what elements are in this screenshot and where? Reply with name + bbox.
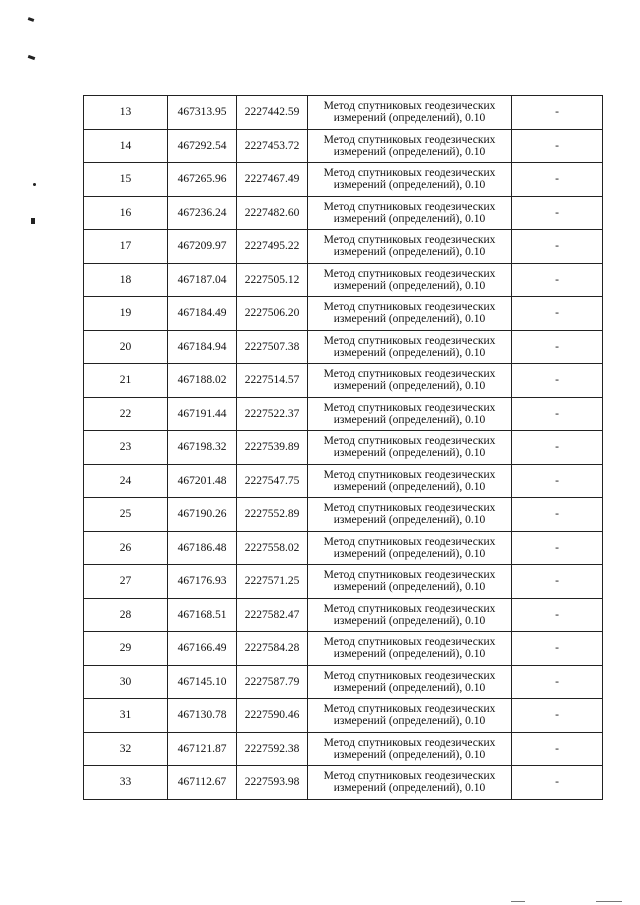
method-line-2: измерений (определений), 0.10 bbox=[333, 614, 486, 627]
table-row bbox=[84, 297, 603, 331]
coordinate-x: 467236.24 bbox=[168, 196, 237, 230]
determination-method bbox=[308, 330, 512, 364]
table-row bbox=[84, 766, 603, 800]
point-number: 17 bbox=[84, 230, 168, 264]
method-line-1: Метод спутниковых геодезических bbox=[323, 602, 496, 615]
determination-method bbox=[308, 699, 512, 733]
coordinate-x: 467121.87 bbox=[168, 732, 237, 766]
method-line-1: Метод спутниковых геодезических bbox=[323, 736, 496, 749]
point-number: 21 bbox=[84, 364, 168, 398]
note-cell: - bbox=[512, 732, 603, 766]
coordinate-y: 2227582.47 bbox=[237, 598, 308, 632]
table-row bbox=[84, 230, 603, 264]
coordinate-y: 2227558.02 bbox=[237, 531, 308, 565]
coordinate-x: 467198.32 bbox=[168, 431, 237, 465]
point-number: 16 bbox=[84, 196, 168, 230]
coordinates-table bbox=[83, 95, 603, 800]
scan-mark bbox=[33, 183, 36, 186]
point-number: 14 bbox=[84, 129, 168, 163]
coordinate-x: 467184.49 bbox=[168, 297, 237, 331]
coordinate-y: 2227547.75 bbox=[237, 464, 308, 498]
point-number: 24 bbox=[84, 464, 168, 498]
note-cell: - bbox=[512, 129, 603, 163]
coordinate-y: 2227482.60 bbox=[237, 196, 308, 230]
note-cell: - bbox=[512, 665, 603, 699]
table-row bbox=[84, 129, 603, 163]
point-number: 25 bbox=[84, 498, 168, 532]
coordinate-x: 467186.48 bbox=[168, 531, 237, 565]
coordinate-y: 2227539.89 bbox=[237, 431, 308, 465]
scan-mark bbox=[596, 901, 622, 902]
method-line-2: измерений (определений), 0.10 bbox=[333, 212, 486, 225]
determination-method bbox=[308, 565, 512, 599]
table-row bbox=[84, 431, 603, 465]
coordinate-x: 467292.54 bbox=[168, 129, 237, 163]
determination-method bbox=[308, 96, 512, 130]
table-row bbox=[84, 632, 603, 666]
determination-method bbox=[308, 263, 512, 297]
method-line-1: Метод спутниковых геодезических bbox=[323, 368, 496, 381]
method-line-2: измерений (определений), 0.10 bbox=[333, 346, 486, 359]
method-line-1: Метод спутниковых геодезических bbox=[323, 167, 496, 180]
table-row bbox=[84, 96, 603, 130]
method-line-1: Метод спутниковых геодезических bbox=[323, 636, 496, 649]
table-row bbox=[84, 565, 603, 599]
coordinate-y: 2227514.57 bbox=[237, 364, 308, 398]
scan-mark bbox=[31, 218, 35, 224]
note-cell: - bbox=[512, 498, 603, 532]
note-cell: - bbox=[512, 464, 603, 498]
scan-mark bbox=[511, 901, 525, 902]
method-line-2: измерений (определений), 0.10 bbox=[333, 145, 486, 158]
coordinate-y: 2227495.22 bbox=[237, 230, 308, 264]
scan-mark bbox=[28, 17, 35, 22]
note-cell: - bbox=[512, 431, 603, 465]
method-line-2: измерений (определений), 0.10 bbox=[333, 715, 486, 728]
note-cell: - bbox=[512, 397, 603, 431]
note-cell: - bbox=[512, 330, 603, 364]
method-line-2: измерений (определений), 0.10 bbox=[333, 380, 486, 393]
note-cell: - bbox=[512, 230, 603, 264]
determination-method bbox=[308, 732, 512, 766]
point-number: 33 bbox=[84, 766, 168, 800]
note-cell: - bbox=[512, 632, 603, 666]
coordinate-x: 467130.78 bbox=[168, 699, 237, 733]
table-row bbox=[84, 330, 603, 364]
determination-method bbox=[308, 230, 512, 264]
method-line-1: Метод спутниковых геодезических bbox=[323, 200, 496, 213]
determination-method bbox=[308, 297, 512, 331]
coordinate-x: 467313.95 bbox=[168, 96, 237, 130]
method-line-1: Метод спутниковых геодезических bbox=[323, 133, 496, 146]
table-row bbox=[84, 531, 603, 565]
coordinate-x: 467191.44 bbox=[168, 397, 237, 431]
method-line-1: Метод спутниковых геодезических bbox=[323, 502, 496, 515]
method-line-2: измерений (определений), 0.10 bbox=[333, 313, 486, 326]
coordinate-y: 2227442.59 bbox=[237, 96, 308, 130]
method-line-2: измерений (определений), 0.10 bbox=[333, 246, 486, 259]
note-cell: - bbox=[512, 766, 603, 800]
note-cell: - bbox=[512, 263, 603, 297]
method-line-1: Метод спутниковых геодезических bbox=[323, 770, 496, 783]
method-line-2: измерений (определений), 0.10 bbox=[333, 648, 486, 661]
coordinate-y: 2227587.79 bbox=[237, 665, 308, 699]
method-line-1: Метод спутниковых геодезических bbox=[323, 334, 496, 347]
point-number: 19 bbox=[84, 297, 168, 331]
coordinate-x: 467176.93 bbox=[168, 565, 237, 599]
determination-method bbox=[308, 397, 512, 431]
coordinate-x: 467265.96 bbox=[168, 163, 237, 197]
method-line-1: Метод спутниковых геодезических bbox=[323, 301, 496, 314]
method-line-2: измерений (определений), 0.10 bbox=[333, 681, 486, 694]
table-row bbox=[84, 699, 603, 733]
coordinate-y: 2227593.98 bbox=[237, 766, 308, 800]
table-row bbox=[84, 364, 603, 398]
method-line-2: измерений (определений), 0.10 bbox=[333, 279, 486, 292]
method-line-1: Метод спутниковых геодезических bbox=[323, 703, 496, 716]
point-number: 29 bbox=[84, 632, 168, 666]
coordinate-y: 2227467.49 bbox=[237, 163, 308, 197]
coordinate-x: 467112.67 bbox=[168, 766, 237, 800]
method-line-2: измерений (определений), 0.10 bbox=[333, 112, 486, 125]
coordinate-x: 467188.02 bbox=[168, 364, 237, 398]
table-row bbox=[84, 263, 603, 297]
coordinate-x: 467166.49 bbox=[168, 632, 237, 666]
coordinate-x: 467184.94 bbox=[168, 330, 237, 364]
point-number: 23 bbox=[84, 431, 168, 465]
coordinate-x: 467145.10 bbox=[168, 665, 237, 699]
determination-method bbox=[308, 464, 512, 498]
table-row bbox=[84, 464, 603, 498]
determination-method bbox=[308, 665, 512, 699]
point-number: 18 bbox=[84, 263, 168, 297]
method-line-2: измерений (определений), 0.10 bbox=[333, 547, 486, 560]
method-line-1: Метод спутниковых геодезических bbox=[323, 435, 496, 448]
method-line-1: Метод спутниковых геодезических bbox=[323, 267, 496, 280]
method-line-2: измерений (определений), 0.10 bbox=[333, 480, 486, 493]
method-line-2: измерений (определений), 0.10 bbox=[333, 782, 486, 795]
note-cell: - bbox=[512, 598, 603, 632]
method-line-1: Метод спутниковых геодезических bbox=[323, 468, 496, 481]
note-cell: - bbox=[512, 297, 603, 331]
note-cell: - bbox=[512, 196, 603, 230]
coordinate-y: 2227505.12 bbox=[237, 263, 308, 297]
point-number: 30 bbox=[84, 665, 168, 699]
method-line-2: измерений (определений), 0.10 bbox=[333, 748, 486, 761]
note-cell: - bbox=[512, 699, 603, 733]
scan-mark bbox=[28, 55, 36, 60]
method-line-2: измерений (определений), 0.10 bbox=[333, 447, 486, 460]
note-cell: - bbox=[512, 565, 603, 599]
point-number: 32 bbox=[84, 732, 168, 766]
coordinate-y: 2227522.37 bbox=[237, 397, 308, 431]
method-line-1: Метод спутниковых геодезических bbox=[323, 535, 496, 548]
table-row bbox=[84, 732, 603, 766]
method-line-1: Метод спутниковых геодезических bbox=[323, 234, 496, 247]
coordinate-x: 467190.26 bbox=[168, 498, 237, 532]
method-line-2: измерений (определений), 0.10 bbox=[333, 179, 486, 192]
coordinates-table-body bbox=[84, 96, 603, 800]
note-cell: - bbox=[512, 531, 603, 565]
table-row bbox=[84, 397, 603, 431]
coordinate-y: 2227552.89 bbox=[237, 498, 308, 532]
table-row bbox=[84, 196, 603, 230]
point-number: 20 bbox=[84, 330, 168, 364]
point-number: 31 bbox=[84, 699, 168, 733]
determination-method bbox=[308, 163, 512, 197]
method-line-1: Метод спутниковых геодезических bbox=[323, 669, 496, 682]
coordinate-x: 467209.97 bbox=[168, 230, 237, 264]
coordinate-y: 2227507.38 bbox=[237, 330, 308, 364]
point-number: 22 bbox=[84, 397, 168, 431]
method-line-1: Метод спутниковых геодезических bbox=[323, 100, 496, 113]
point-number: 28 bbox=[84, 598, 168, 632]
method-line-2: измерений (определений), 0.10 bbox=[333, 514, 486, 527]
coordinate-y: 2227571.25 bbox=[237, 565, 308, 599]
method-line-2: измерений (определений), 0.10 bbox=[333, 413, 486, 426]
coordinate-x: 467168.51 bbox=[168, 598, 237, 632]
table-row bbox=[84, 665, 603, 699]
determination-method bbox=[308, 196, 512, 230]
note-cell: - bbox=[512, 96, 603, 130]
point-number: 27 bbox=[84, 565, 168, 599]
coordinate-y: 2227506.20 bbox=[237, 297, 308, 331]
coordinate-y: 2227592.38 bbox=[237, 732, 308, 766]
determination-method bbox=[308, 598, 512, 632]
determination-method bbox=[308, 498, 512, 532]
determination-method bbox=[308, 632, 512, 666]
coordinate-y: 2227590.46 bbox=[237, 699, 308, 733]
coordinate-y: 2227584.28 bbox=[237, 632, 308, 666]
point-number: 13 bbox=[84, 96, 168, 130]
point-number: 26 bbox=[84, 531, 168, 565]
determination-method bbox=[308, 531, 512, 565]
table-row bbox=[84, 598, 603, 632]
method-line-1: Метод спутниковых геодезических bbox=[323, 401, 496, 414]
note-cell: - bbox=[512, 364, 603, 398]
coordinate-x: 467187.04 bbox=[168, 263, 237, 297]
note-cell: - bbox=[512, 163, 603, 197]
point-number: 15 bbox=[84, 163, 168, 197]
table-row bbox=[84, 498, 603, 532]
method-line-1: Метод спутниковых геодезических bbox=[323, 569, 496, 582]
determination-method bbox=[308, 129, 512, 163]
table-row bbox=[84, 163, 603, 197]
determination-method bbox=[308, 766, 512, 800]
determination-method bbox=[308, 431, 512, 465]
method-line-2: измерений (определений), 0.10 bbox=[333, 581, 486, 594]
coordinate-y: 2227453.72 bbox=[237, 129, 308, 163]
determination-method bbox=[308, 364, 512, 398]
coordinate-x: 467201.48 bbox=[168, 464, 237, 498]
